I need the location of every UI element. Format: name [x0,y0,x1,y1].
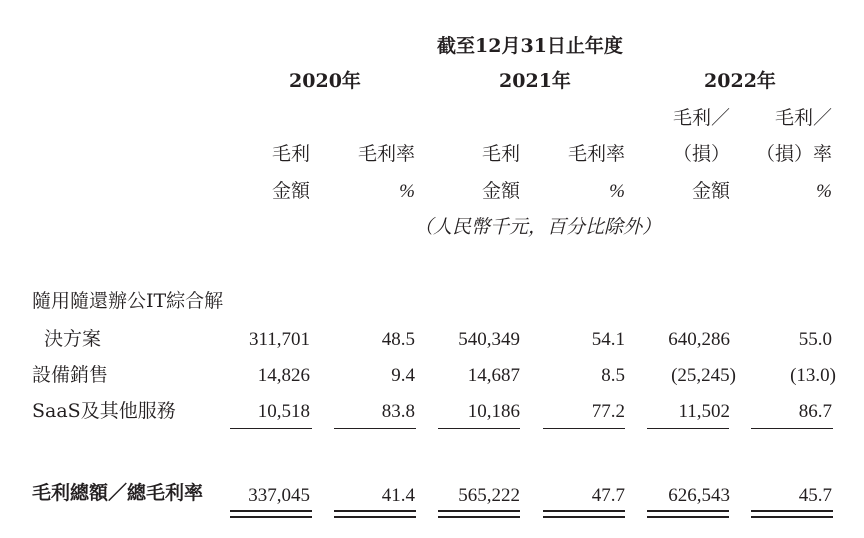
cell-value: 10,518 [257,401,310,422]
col-header-amount: 金額 [481,180,520,202]
year-header-2022: 2022年 [704,70,776,92]
row-label: 隨用隨還辦公IT綜合解 [32,290,224,312]
total-value: 45.7 [798,485,832,506]
cell-value: 11,502 [678,401,730,422]
total-value: 47.7 [591,485,625,506]
total-double-rule [334,510,416,518]
cell-value: 55.0 [798,329,832,350]
year-header-2020: 2020年 [289,70,361,92]
col-header-percent: % [609,181,625,202]
row-label-cont: 決方案 [44,328,102,350]
col-header-amount: 金額 [271,180,310,202]
cell-value: 86.7 [798,401,832,422]
subtotal-rule [334,428,416,429]
subtotal-rule [647,428,729,429]
subtotal-rule [751,428,833,429]
cell-value: 83.8 [381,401,415,422]
col-header-loss: （損） [672,143,730,165]
cell-value: 8.5 [601,365,625,386]
row-label: SaaS及其他服務 [32,400,176,422]
col-header-amount: 金額 [691,180,730,202]
col-header-gross-profit: 毛利 [271,143,310,165]
col-header-percent: % [399,181,415,202]
cell-value: 14,687 [467,365,520,386]
row-label: 設備銷售 [32,364,109,386]
total-double-rule [543,510,625,518]
period-header: 截至12月31日止年度 [437,35,623,57]
subtotal-rule [438,428,520,429]
total-value: 337,045 [248,485,310,506]
col-header-gross-margin-loss: 毛利／ [774,107,832,129]
cell-value: 48.5 [381,329,415,350]
cell-value: 14,826 [257,365,310,386]
col-header-gross-margin: 毛利率 [567,143,625,165]
col-header-gross-margin: 毛利率 [357,143,415,165]
col-header-percent: % [816,181,832,202]
cell-value: 10,186 [467,401,520,422]
cell-value: 9.4 [391,365,415,386]
cell-value: 640,286 [668,329,730,350]
total-value: 626,543 [668,485,730,506]
total-label: 毛利總額／總毛利率 [32,482,204,504]
total-value: 565,222 [458,485,520,506]
total-double-rule [230,510,312,518]
year-header-2021: 2021年 [499,70,571,92]
total-double-rule [438,510,520,518]
total-value: 41.4 [381,485,415,506]
cell-value: 311,701 [248,329,310,350]
subtotal-rule [543,428,625,429]
col-header-gross-profit-loss: 毛利／ [672,107,730,129]
cell-value: (25,245) [671,365,736,386]
col-header-gross-profit: 毛利 [481,143,520,165]
cell-value: 54.1 [591,329,625,350]
col-header-loss-rate: （損）率 [755,143,832,165]
cell-value: 540,349 [458,329,520,350]
cell-value: (13.0) [790,365,836,386]
cell-value: 77.2 [591,401,625,422]
unit-note: （人民幣千元，百分比除外） [414,216,662,238]
subtotal-rule [230,428,312,429]
total-double-rule [647,510,729,518]
total-double-rule [751,510,833,518]
